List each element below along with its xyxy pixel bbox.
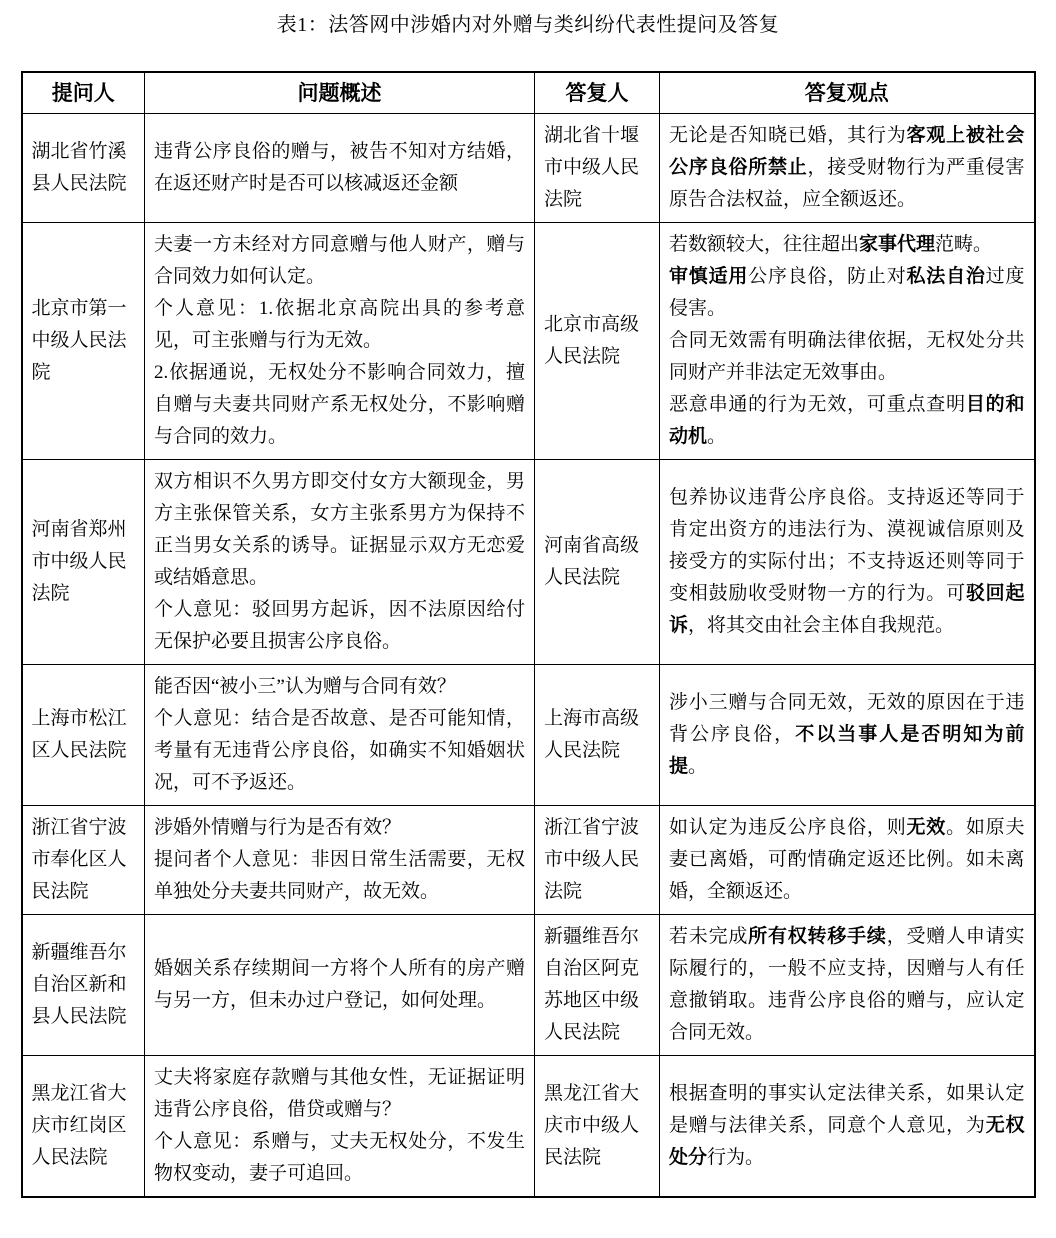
text-paragraph: 双方相识不久男方即交付女方大额现金，男方主张保管关系，女方主张系男方为保持不正当男女关系的诱导。证据显示双方无恋爱或结婚意思。	[154, 471, 525, 588]
cell-answer	[660, 223, 1035, 460]
text-paragraph: 丈夫将家庭存款赠与其他女性，无证据证明违背公序良俗，借贷或赠与？	[154, 1067, 525, 1120]
cell-asker: 河南省郑州市中级人民法院	[22, 460, 145, 665]
cell-responder: 浙江省宁波市中级人民法院	[535, 806, 660, 915]
cell-answer	[660, 114, 1035, 223]
cell-question	[145, 460, 535, 665]
cell-responder: 新疆维吾尔自治区阿克苏地区中级人民法院	[535, 915, 660, 1056]
column-header-question: 问题概述	[145, 72, 535, 114]
cell-answer	[660, 806, 1035, 915]
text-paragraph: 个人意见：系赠与，丈夫无权处分，不发生物权变动，妻子可追回。	[154, 1131, 525, 1184]
text-paragraph: 审慎适用公序良俗，防止对私法自治过度侵害。	[669, 266, 1025, 319]
text-paragraph: 涉小三赠与合同无效，无效的原因在于违背公序良俗，不以当事人是否明知为前提。	[669, 692, 1025, 777]
table-row	[22, 460, 1035, 665]
cell-responder: 上海市高级人民法院	[535, 665, 660, 806]
table-body	[22, 114, 1035, 1198]
cell-answer	[660, 1056, 1035, 1198]
table-row	[22, 806, 1035, 915]
text-paragraph: 合同无效需有明确法律依据，无权处分共同财产并非法定无效事由。	[669, 330, 1025, 383]
cell-answer	[660, 460, 1035, 665]
text-paragraph: 提问者个人意见：非因日常生活需要，无权单独处分夫妻共同财产，故无效。	[154, 849, 525, 902]
text-paragraph: 个人意见：1.依据北京高院出具的参考意见，可主张赠与行为无效。	[154, 298, 525, 351]
table-row	[22, 665, 1035, 806]
text-paragraph: 2.依据通说，无权处分不影响合同效力，擅自赠与夫妻共同财产系无权处分，不影响赠与合同的效力。	[154, 362, 525, 447]
table-row	[22, 1056, 1035, 1198]
cell-question	[145, 223, 535, 460]
text-paragraph: 若数额较大，往往超出家事代理范畴。	[669, 234, 993, 255]
cell-question	[145, 806, 535, 915]
text-paragraph: 若未完成所有权转移手续，受赠人申请实际履行的，一般不应支持，因赠与人有任意撤销取。违背公序良俗的赠与，应认定合同无效。	[669, 926, 1025, 1043]
text-paragraph: 违背公序良俗的赠与，被告不知对方结婚，在返还财产时是否可以核减返还金额	[154, 141, 525, 194]
representative-qa-table	[21, 71, 1036, 1198]
cell-question	[145, 1056, 535, 1198]
table-header-row	[22, 72, 1035, 114]
text-paragraph: 如认定为违反公序良俗，则无效。如原夫妻已离婚，可酌情确定返还比例。如未离婚，全额返还。	[669, 817, 1025, 902]
cell-asker: 浙江省宁波市奉化区人民法院	[22, 806, 145, 915]
column-header-answer: 答复观点	[660, 72, 1035, 114]
cell-responder: 黑龙江省大庆市中级人民法院	[535, 1056, 660, 1198]
cell-question	[145, 915, 535, 1056]
column-header-responder: 答复人	[535, 72, 660, 114]
column-header-asker: 提问人	[22, 72, 145, 114]
table-row	[22, 114, 1035, 223]
cell-responder: 河南省高级人民法院	[535, 460, 660, 665]
text-paragraph: 能否因“被小三”认为赠与合同有效？	[154, 676, 456, 697]
cell-asker: 湖北省竹溪县人民法院	[22, 114, 145, 223]
table-row	[22, 915, 1035, 1056]
cell-asker: 新疆维吾尔自治区新和县人民法院	[22, 915, 145, 1056]
table-header	[22, 72, 1035, 114]
table-row	[22, 223, 1035, 460]
table-caption: 表1：法答网中涉婚内对外赠与类纠纷代表性提问及答复	[276, 14, 780, 36]
cell-asker: 黑龙江省大庆市红岗区人民法院	[22, 1056, 145, 1198]
cell-asker: 上海市松江区人民法院	[22, 665, 145, 806]
cell-responder: 湖北省十堰市中级人民法院	[535, 114, 660, 223]
cell-answer	[660, 665, 1035, 806]
text-paragraph: 恶意串通的行为无效，可重点查明目的和动机。	[669, 394, 1025, 447]
text-paragraph: 夫妻一方未经对方同意赠与他人财产，赠与合同效力如何认定。	[154, 234, 525, 287]
cell-question	[145, 114, 535, 223]
cell-question	[145, 665, 535, 806]
cell-answer	[660, 915, 1035, 1056]
text-paragraph: 婚姻关系存续期间一方将个人所有的房产赠与另一方，但未办过户登记，如何处理。	[154, 958, 525, 1011]
text-paragraph: 无论是否知晓已婚，其行为客观上被社会公序良俗所禁止，接受财物行为严重侵害原告合法权益，应全额返还。	[669, 125, 1025, 210]
text-paragraph: 个人意见：驳回男方起诉，因不法原因给付无保护必要且损害公序良俗。	[154, 599, 525, 652]
cell-responder: 北京市高级人民法院	[535, 223, 660, 460]
text-paragraph: 根据查明的事实认定法律关系，如果认定是赠与法律关系，同意个人意见，为无权处分行为。	[669, 1083, 1025, 1168]
text-paragraph: 涉婚外情赠与行为是否有效？	[154, 817, 402, 838]
text-paragraph: 包养协议违背公序良俗。支持返还等同于肯定出资方的违法行为、漠视诚信原则及接受方的实际付出；不支持返还则等同于变相鼓励收受财物一方的行为。可驳回起诉，将其交由社会主体自我规范。	[669, 487, 1025, 636]
cell-asker: 北京市第一中级人民法院	[22, 223, 145, 460]
text-paragraph: 个人意见：结合是否故意、是否可能知情，考量有无违背公序良俗，如确实不知婚姻状况，可不予返还。	[154, 708, 525, 793]
